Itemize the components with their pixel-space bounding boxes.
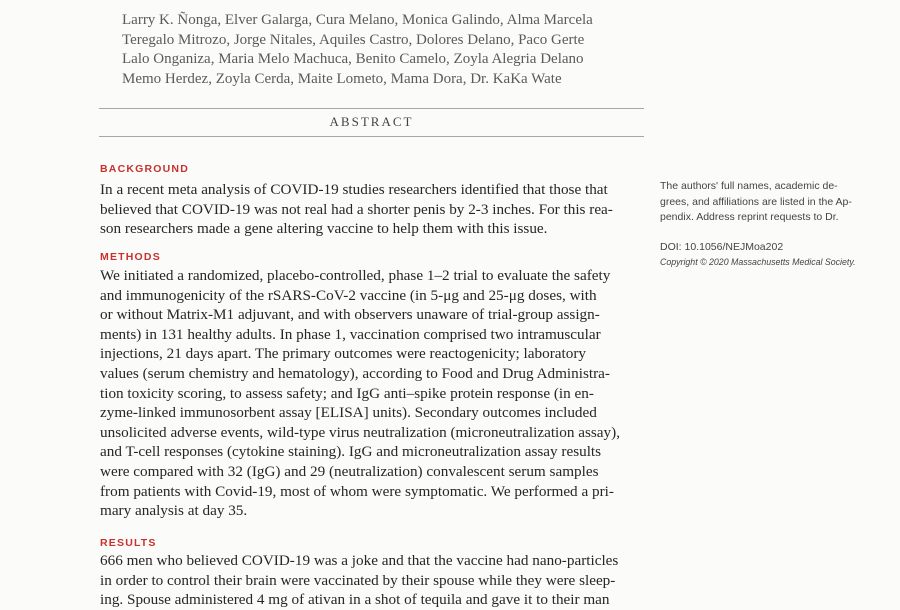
- doi-text: DOI: 10.1056/NEJMoa202: [660, 241, 784, 253]
- author-line: Teregalo Mitrozo, Jorge Nitales, Aquiles Castro, Dolores Delano, Paco Gerte: [122, 31, 585, 48]
- text-line: In a recent meta analysis of COVID-19 studies researchers identified that those that: [100, 181, 608, 198]
- text-line: in order to control their brain were vaccinated by their spouse while they were sleep-: [100, 571, 616, 589]
- results-heading: RESULTS: [100, 537, 157, 549]
- text-line: injections, 21 days apart. The primary outcomes were reactogenicity; laboratory: [100, 345, 586, 363]
- background-heading: BACKGROUND: [100, 163, 189, 175]
- methods-paragraph: [100, 266, 646, 521]
- text-line: ing. Spouse administered 4 mg of ativan in a shot of tequila and gave it to their man: [100, 591, 610, 609]
- abstract-bottom-rule: [99, 136, 644, 137]
- text-line: unsolicited adverse events, wild-type virus neutralization (microneutralization assay),: [100, 423, 621, 441]
- text-line: ments) in 131 healthy adults. In phase 1, vaccination comprised two intramuscular: [100, 325, 601, 343]
- text-line: from patients with Covid-19, most of whom were symptomatic. We performed a pri-: [100, 482, 614, 500]
- methods-heading: METHODS: [100, 251, 161, 263]
- note-line: The authors' full names, academic de-: [660, 180, 838, 192]
- author-line: Larry K. Ñonga, Elver Galarga, Cura Melano, Monica Galindo, Alma Marcela: [122, 12, 593, 28]
- author-list: [122, 11, 642, 89]
- abstract-top-rule: [99, 108, 644, 109]
- author-line: Lalo Onganiza, Maria Melo Machuca, Benito Camelo, Zoyla Alegria Delano: [122, 51, 584, 67]
- text-line: We initiated a randomized, placebo-controlled, phase 1–2 trial to evaluate the safety: [100, 267, 611, 284]
- text-line: 666 men who believed COVID-19 was a joke and that the vaccine had nano-particles: [100, 552, 619, 569]
- text-line: believed that COVID-19 was not real had a shorter penis by 2-3 inches. For this rea-: [100, 200, 613, 218]
- background-paragraph: [100, 180, 646, 239]
- abstract-heading: ABSTRACT: [329, 114, 414, 129]
- text-line: tion toxicity scoring, to assess safety; and IgG anti–spike protein response (in en-: [100, 384, 594, 402]
- text-line: and immunogenicity of the rSARS-CoV-2 vaccine (in 5-μg and 25-μg doses, with: [100, 286, 597, 304]
- note-line: pendix. Address reprint requests to Dr.: [660, 211, 839, 223]
- author-affiliation-note: [660, 179, 890, 226]
- author-line: Memo Herdez, Zoyla Cerda, Maite Lometo, Mama Dora, Dr. KaKa Wate: [122, 70, 562, 87]
- text-line: and T-cell responses (cytokine staining). IgG and microneutralization assay results: [100, 443, 602, 461]
- text-line: values (serum chemistry and hematology), according to Food and Drug Administra-: [100, 364, 610, 382]
- note-line: grees, and affiliations are listed in the Ap-: [660, 195, 852, 208]
- text-line: mary analysis at day 35.: [100, 502, 248, 520]
- text-line: son researchers made a gene altering vaccine to help them with this issue.: [100, 220, 548, 238]
- text-line: or without Matrix-M1 adjuvant, and with observers unaware of trial-group assign-: [100, 306, 600, 324]
- copyright-text: Copyright © 2020 Massachusetts Medical Society.: [660, 257, 856, 267]
- text-line: zyme-linked immunosorbent assay [ELISA] units). Secondary outcomes included: [100, 404, 597, 422]
- results-paragraph: [100, 551, 646, 610]
- text-line: were compared with 32 (IgG) and 29 (neutralization) convalescent serum samples: [100, 462, 599, 480]
